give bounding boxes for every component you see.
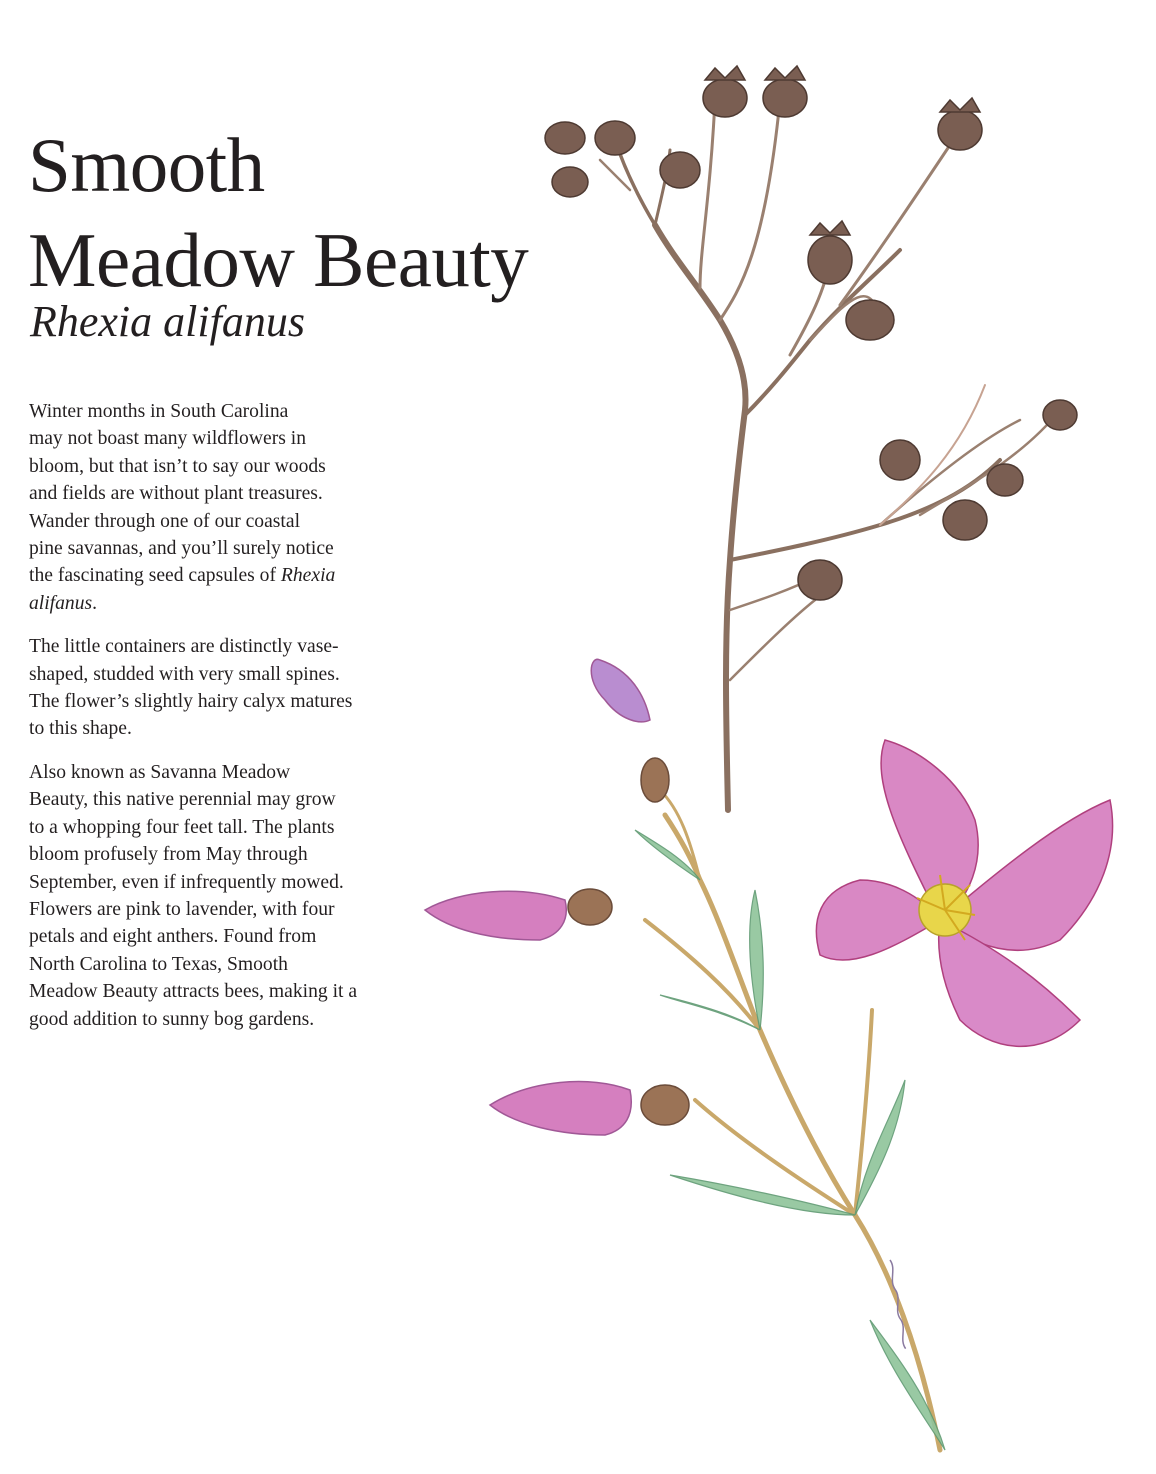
text-line: pine savannas, and you’ll surely notice [29, 538, 334, 560]
title-line-1: Smooth [28, 122, 265, 208]
dry-seed-stalk [600, 100, 1060, 810]
italic-genus: Rhexia [280, 565, 336, 587]
text-line: bloom, but that isn’t to say our woods [29, 455, 326, 477]
scientific-name: Rhexia alifanus [30, 297, 305, 346]
text-line [29, 590, 409, 617]
italic-species: alifanus [29, 592, 93, 614]
text-line: The little containers are distinctly vase- [29, 636, 339, 658]
text-line: Meadow Beauty attracts bees, making it a [29, 981, 358, 1003]
text-line: good addition to sunny bog gardens. [29, 1008, 315, 1030]
text-line: Flowers are pink to lavender, with four [29, 898, 335, 920]
paragraph-1 [29, 398, 409, 617]
article-body [29, 398, 409, 1049]
text-line: September, even if infrequently mowed. [29, 871, 344, 893]
text-line: and fields are without plant treasures. [29, 483, 323, 505]
text-line: bloom profusely from May through [29, 844, 308, 866]
flower-buds [425, 659, 689, 1135]
seed-capsules [545, 66, 1077, 600]
title-line-2: Meadow Beauty [28, 217, 529, 303]
botanical-illustration [400, 20, 1156, 1474]
text-line: shaped, studded with very small spines. [29, 663, 340, 685]
text-line: North Carolina to Texas, Smooth [29, 953, 288, 975]
text-line: petals and eight anthers. Found from [29, 926, 317, 948]
text-line: Winter months in South Carolina [29, 401, 289, 422]
paragraph-2 [29, 633, 409, 743]
text-line: may not boast many wildflowers in [29, 428, 306, 450]
text-line: Wander through one of our coastal [29, 510, 301, 532]
text-run: the fascinating seed capsules of [29, 565, 281, 587]
text-line: The flower’s slightly hairy calyx matures [29, 691, 353, 713]
paragraph-3 [29, 759, 409, 1033]
text-line: Beauty, this native perennial may grow [29, 789, 336, 811]
open-flower [816, 740, 1112, 1046]
text-line: Also known as Savanna Meadow [29, 761, 291, 783]
text-line: to this shape. [29, 718, 132, 740]
text-run: . [92, 592, 98, 614]
artist-signature [889, 1260, 907, 1349]
text-line: to a whopping four feet tall. The plants [29, 816, 335, 838]
text-line [29, 562, 409, 589]
